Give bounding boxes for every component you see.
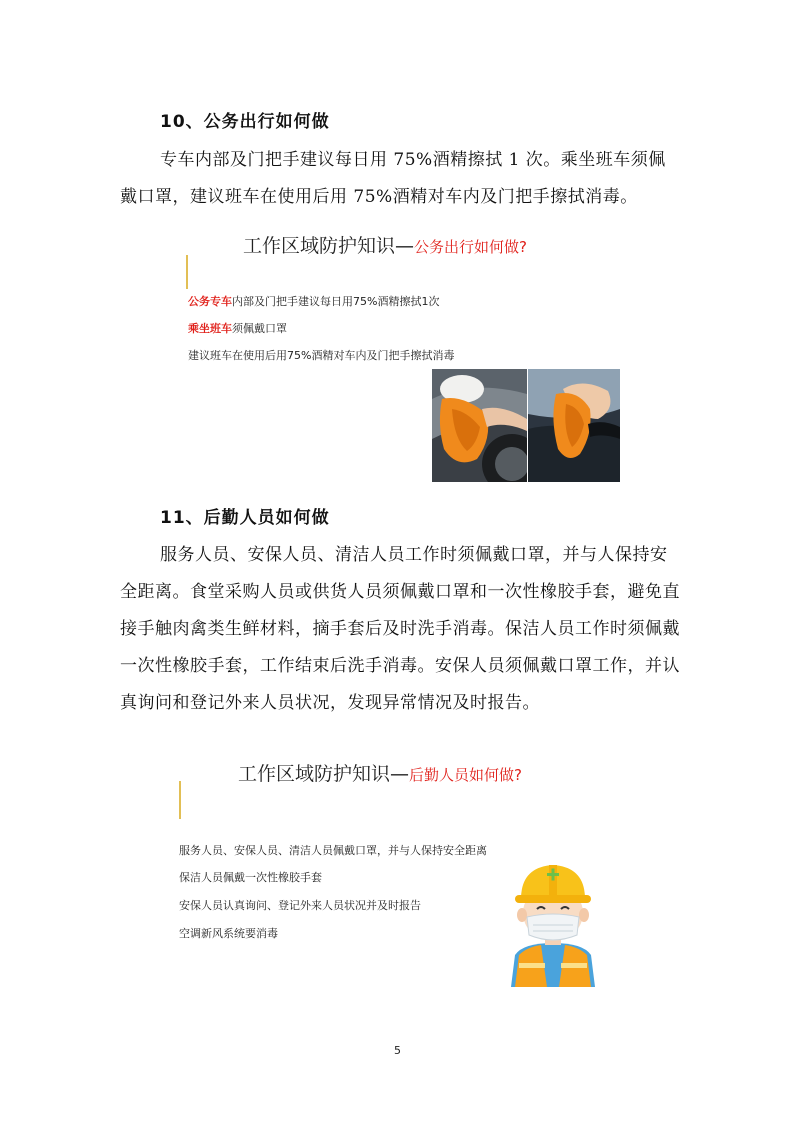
section-10-paragraph: 专车内部及门把手建议每日用 75%酒精擦拭 1 次。乘坐班车须佩戴口罩，建议班车在使用后用 75%酒精对车内及门把手擦拭消毒。 bbox=[120, 150, 666, 207]
section-11-paragraph: 服务人员、安保人员、清洁人员工作时须佩戴口罩，并与人保持安全距离。食堂采购人员或供货人员须佩戴口罩和一次性橡胶手套，避免直接手触肉禽类生鲜材料，摘手套后及时洗手消毒。保洁人员工作时须佩戴一次性橡胶手套，工作结束后洗手消毒。安保人员须佩戴口罩工作，并认真询问和登记外来人员状况，发现异常情况及时报告。 bbox=[120, 545, 680, 713]
masked-worker-illustration bbox=[503, 855, 603, 987]
car-handle-wiping-photo-2 bbox=[528, 369, 620, 482]
car-handle-wiping-photo-1 bbox=[432, 369, 527, 482]
line-1-text: 内部及门把手建议每日用75%酒精擦拭1次 bbox=[232, 295, 440, 308]
infobox-item-4: 空调新风系统要消毒 bbox=[179, 927, 278, 940]
infobox-title bbox=[238, 759, 522, 786]
infobox-item-3: 安保人员认真询问、登记外来人员状况并及时报告 bbox=[179, 899, 421, 912]
line-2-highlight: 乘坐班车 bbox=[188, 322, 232, 335]
section-11-infobox bbox=[175, 755, 635, 990]
infobox-title bbox=[243, 231, 527, 258]
line-2-text: 须佩戴口罩 bbox=[232, 322, 287, 335]
section-10-infobox bbox=[180, 225, 630, 485]
line-1-highlight: 公务专车 bbox=[188, 295, 232, 308]
section-11-heading: 11、后勤人员如何做 bbox=[160, 508, 330, 528]
infobox-title-main: 工作区域防护知识— bbox=[243, 235, 415, 257]
infobox-title-sub: 公务出行如何做? bbox=[414, 238, 527, 256]
infobox-item-1: 服务人员、安保人员、清洁人员佩戴口罩，并与人保持安全距离 bbox=[179, 844, 487, 857]
page-number: 5 bbox=[394, 1044, 401, 1057]
infobox-line-3: 建议班车在使用后用75%酒精对车内及门把手擦拭消毒 bbox=[188, 349, 455, 362]
accent-bar bbox=[186, 255, 188, 289]
accent-bar bbox=[179, 781, 181, 819]
infobox-item-2: 保洁人员佩戴一次性橡胶手套 bbox=[179, 871, 322, 884]
infobox-title-sub: 后勤人员如何做? bbox=[409, 766, 522, 784]
section-10-heading: 10、公务出行如何做 bbox=[160, 112, 330, 132]
infobox-line-1 bbox=[188, 293, 439, 309]
infobox-title-main: 工作区域防护知识— bbox=[238, 763, 410, 785]
infobox-line-2 bbox=[188, 320, 287, 336]
